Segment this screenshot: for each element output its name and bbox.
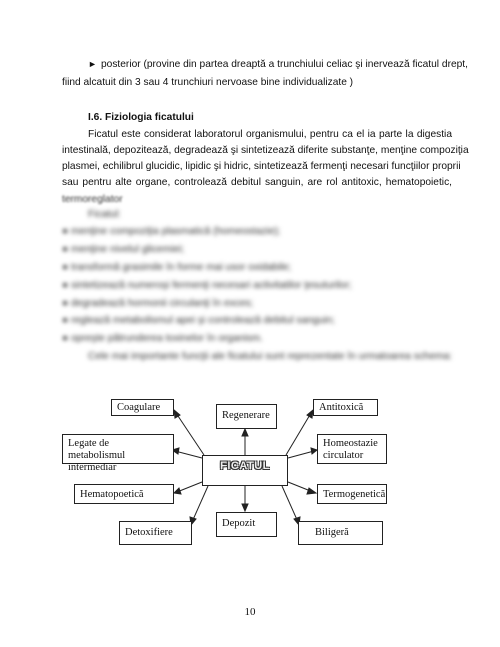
arrow-bullet-icon: ► xyxy=(88,59,97,69)
page-number: 10 xyxy=(244,606,256,618)
arrowhead-depozit xyxy=(242,504,248,511)
box-biligera: Biligeră xyxy=(298,521,383,545)
blurred-item-2: ● menţine nivelul glicemiei; xyxy=(62,244,185,255)
arrow-to-legate xyxy=(175,451,202,458)
paragraph-line-2: intestinală, depozitează, degradează şi sintetizează diferite substanţe, menţine compoziţia xyxy=(62,145,469,156)
intro-line-2: fiind alcatuit din 3 sau 4 trunchiuri nervoase bine individualizate ) xyxy=(62,77,354,88)
box-legate-metabolism: Legate de metabolismul intermediar xyxy=(62,434,174,464)
center-label: FICATUL xyxy=(220,460,270,472)
arrow-to-hematopoetica xyxy=(177,482,202,492)
paragraph-line-4: sau pentru alte organe, controlează debitul sanguin, are rol antitoxic, hematopoietic, xyxy=(62,177,452,188)
box-depozit: Depozit xyxy=(216,512,277,537)
arrowhead-hematopoetica xyxy=(174,488,181,494)
blurred-closing: Cele mai importante funcţii ale ficatului sunt reprezentate în urmatoarea schema: xyxy=(88,351,453,362)
paragraph-line-3: plasmei, echilibrul glucidic, lipidic şi hidric, sintetizează fermenţi necesari funcţiilor proprii xyxy=(62,161,461,172)
blurred-item-1: ● menţine compoziţia plasmatică (homeostazie); xyxy=(62,226,281,237)
paragraph-line-1: Ficatul este considerat laboratorul organismului, pentru ca el ia parte la digestia xyxy=(88,129,452,140)
arrow-to-detoxifiere xyxy=(192,486,208,522)
box-termogenetica: Termogenetică xyxy=(317,484,387,504)
section-heading: I.6. Fiziologia ficatului xyxy=(88,112,194,123)
blurred-item-4: ● sintetizează numeroşi fermenţi necesari activitatilor ţesuturilor; xyxy=(62,280,352,291)
blurred-item-6: ● reglează metabolismul apei şi controlează debitul sanguin; xyxy=(62,315,335,326)
box-regenerare: Regenerare xyxy=(216,404,277,429)
intro-line-1: posterior (provine din partea dreaptă a trunchiului celiac şi inervează ficatul drept, xyxy=(101,59,468,70)
center-box-ficatul xyxy=(202,455,288,486)
blurred-item-7: ● opreşte pătrunderea toxinelor în organism. xyxy=(62,333,263,344)
blurred-item-5: ● degradează hormonii circulanţi în exces; xyxy=(62,298,254,309)
paragraph-line-5: termoreglator xyxy=(62,194,123,205)
arrow-to-biligera xyxy=(282,486,298,522)
blurred-intro: Ficatul: xyxy=(88,209,121,220)
blurred-item-3: ● transformă grasimile în forme mai usor oxidabile; xyxy=(62,262,292,273)
arrow-to-coagulare xyxy=(176,413,204,455)
box-detoxifiere: Detoxifiere xyxy=(119,521,192,545)
arrowhead-termogenetica xyxy=(307,488,316,494)
arrowhead-regenerare xyxy=(242,429,248,436)
box-antitoxica: Antitoxică xyxy=(313,399,378,416)
box-homeostazie: Homeostazie circulator xyxy=(317,434,387,464)
arrow-to-antitoxica xyxy=(286,413,311,455)
box-hematopoetica: Hematopoetică xyxy=(74,484,174,504)
box-coagulare: Coagulare xyxy=(111,399,174,416)
arrow-to-homeostazie xyxy=(288,451,314,458)
